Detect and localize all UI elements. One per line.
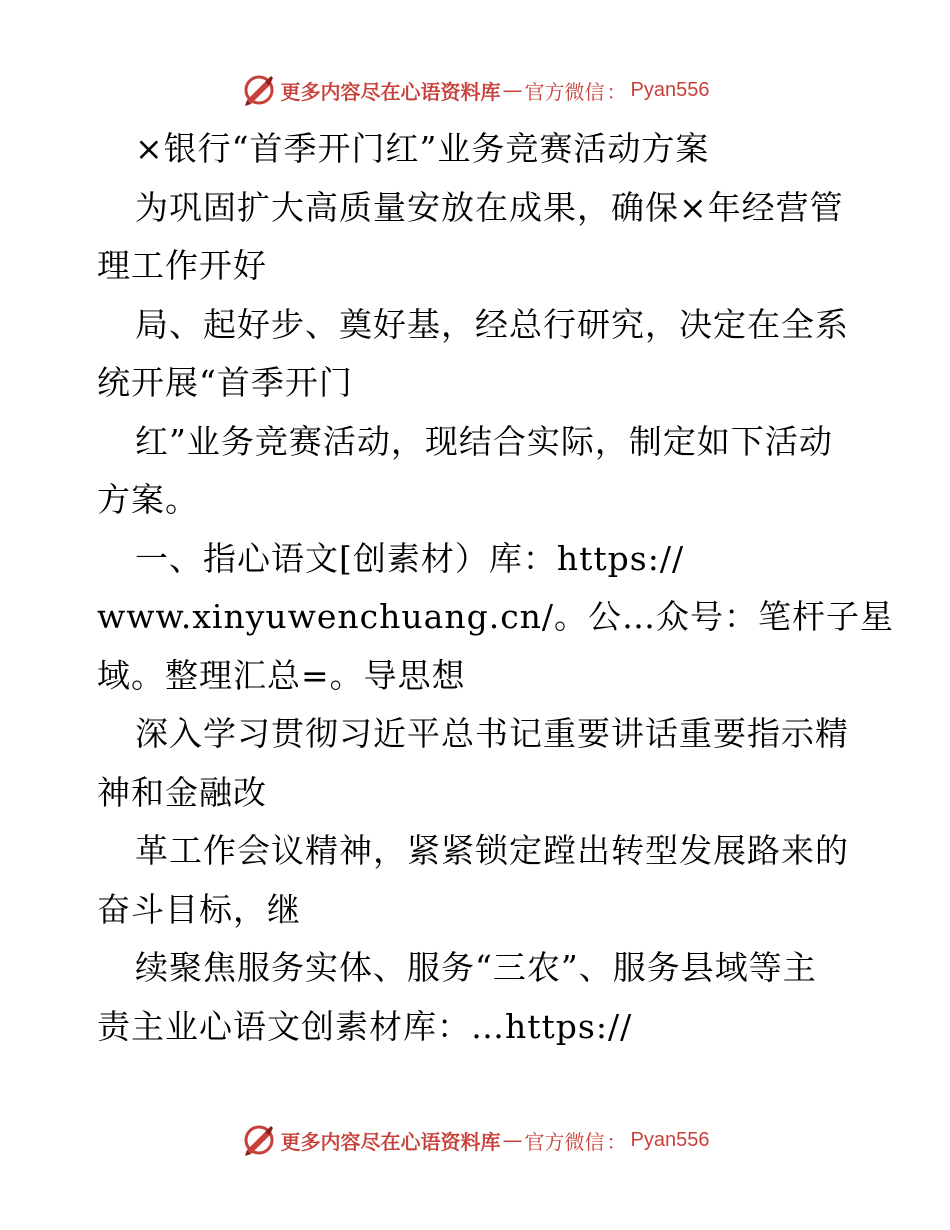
doc-line: 统开展“首季开门 (97, 363, 353, 402)
doc-line: 续聚焦服务实体、服务“三农”、服务县域等主 (135, 948, 817, 987)
footer-banner (0, 1118, 950, 1162)
footer-brand-text: 更多内容尽在心语资料库 (280, 1129, 501, 1154)
header-separator: ： (606, 79, 627, 104)
pen-logo-icon (241, 72, 277, 108)
doc-line: 域。整理汇总=。导思想 (97, 655, 466, 695)
doc-line: 理工作开好 (97, 246, 267, 285)
doc-line: 神和金融改 (97, 772, 267, 812)
doc-title: ×银行“首季开门红”业务竞赛活动方案 (135, 129, 710, 168)
footer-separator: ： (606, 1129, 627, 1154)
doc-line: 方案。 (97, 480, 199, 519)
doc-line: 局、起好步、奠好基，经总行研究，决定在全系 (135, 304, 849, 344)
document-body (97, 120, 895, 1056)
doc-line: www.xinyuwenchuang.cn/。公…众号：笔杆子星 (97, 597, 895, 636)
doc-line: 为巩固扩大高质量安放在成果，确保×年经营管 (135, 187, 844, 227)
doc-line: 深入学习贯彻习近平总书记重要讲话重要指示精 (135, 714, 849, 753)
header-handle: Pyan556 (630, 78, 710, 101)
doc-line: 奋斗目标，继 (97, 889, 301, 929)
header-sub-text: 官方微信 (524, 79, 605, 104)
footer-sub-text: 官方微信 (524, 1129, 605, 1154)
doc-line: 一、指心语文[创素材）库：https:// (135, 538, 685, 578)
doc-line: 责主业心语文创素材库：…https:// (97, 1006, 633, 1046)
header-banner (0, 68, 950, 112)
header-brand-text: 更多内容尽在心语资料库 (280, 79, 501, 104)
pen-logo-icon (241, 1122, 277, 1158)
footer-handle: Pyan556 (630, 1128, 710, 1151)
doc-line: 红”业务竞赛活动，现结合实际，制定如下活动 (135, 421, 833, 461)
footer-dash: — (502, 1128, 523, 1152)
doc-line: 革工作会议精神，紧紧锁定蹚出转型发展路来的 (135, 831, 849, 870)
header-dash: — (502, 78, 523, 102)
